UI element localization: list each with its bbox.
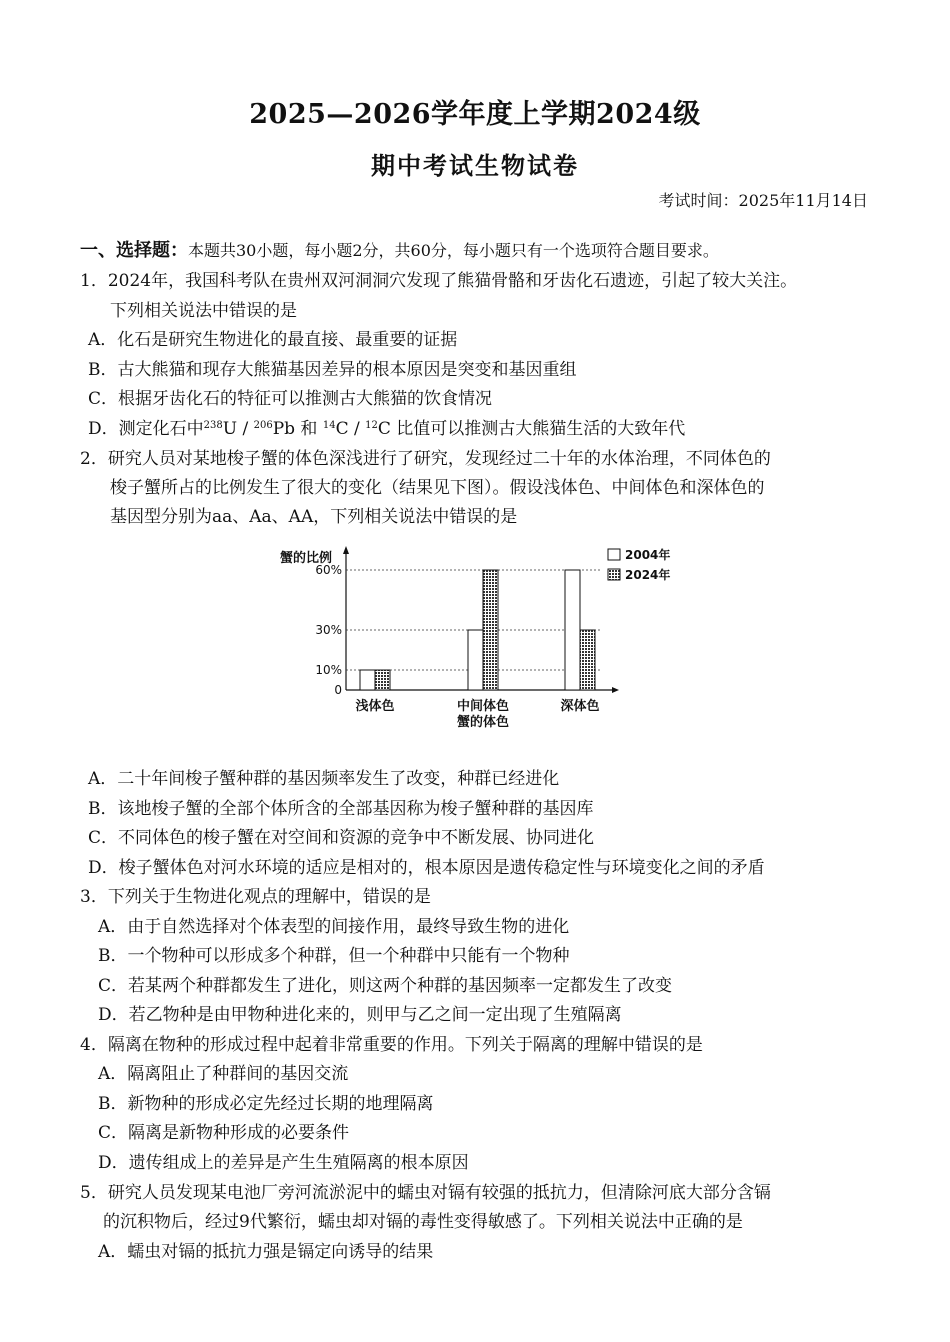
chart-category-label: 浅体色: [355, 699, 395, 714]
chart-y-tick-label: 60%: [315, 563, 342, 577]
pb-mass-number: 206: [253, 420, 273, 431]
chart-bar-2024-2: [580, 630, 595, 690]
q1-option-d: [88, 414, 685, 439]
exam-subtitle: 期中考试生物试卷: [371, 151, 579, 180]
chart-x-axis-arrow: [612, 687, 619, 693]
chart-legend-label-1: 2024年: [625, 568, 671, 582]
q1-option-b: B．古大熊猫和现存大熊猫基因差异的根本原因是突变和基因重组: [88, 360, 577, 380]
u-symbol: U /: [222, 419, 254, 439]
chart-y-tick-label: 30%: [315, 623, 342, 637]
q5-option-a: A．蠕虫对镉的抵抗力强是镉定向诱导的结果: [98, 1242, 434, 1262]
chart-y-tick-label: 10%: [315, 663, 342, 677]
chart-x-axis-label: 蟹的体色: [456, 715, 510, 730]
q2-option-d: D．梭子蟹体色对河水环境的适应是相对的，根本原因是遗传稳定性与环境变化之间的矛盾: [88, 858, 765, 878]
chart-bar-2004-0: [360, 670, 375, 690]
chart-category-label: 中间体色: [456, 699, 510, 714]
chart-bar-2004-2: [565, 570, 580, 690]
q2-option-c: C．不同体色的梭子蟹在对空间和资源的竞争中不断发展、协同进化: [88, 828, 595, 848]
q2-stem-line-2: 梭子蟹所占的比例发生了很大的变化（结果见下图）。假设浅体色、中间体色和深体色的: [110, 478, 765, 498]
q4-stem: 4．隔离在物种的形成过程中起着非常重要的作用。下列关于隔离的理解中错误的是: [80, 1035, 703, 1055]
q1-stem-line-2: 下列相关说法中错误的是: [110, 301, 297, 321]
q1-option-c: C．根据牙齿化石的特征可以推测古大熊猫的饮食情况: [88, 389, 493, 409]
chart-bar-2024-0: [375, 670, 390, 690]
chart-y-axis-arrow: [343, 546, 349, 554]
q2-option-a: A．二十年间梭子蟹种群的基因频率发生了改变，种群已经进化: [88, 769, 560, 789]
q5-stem-line-2: 的沉积物后，经过9代繁衍，蠕虫却对镉的毒性变得敏感了。下列相关说法中正确的是: [103, 1212, 743, 1232]
q1-option-d-prefix: D．测定化石中: [88, 419, 204, 439]
chart-y-axis-label: 蟹的比例: [280, 551, 333, 566]
exam-title: 2025—2026学年度上学期2024级: [249, 99, 701, 130]
section-heading: [80, 236, 719, 262]
q4-option-c: C．隔离是新物种形成的必要条件: [98, 1123, 350, 1143]
q4-option-a: A．隔离阻止了种群间的基因交流: [98, 1064, 349, 1084]
c14-mass-number: 14: [322, 420, 336, 431]
q1-option-a: A．化石是研究生物进化的最直接、最重要的证据: [88, 330, 458, 350]
chart-bar-2024-1: [483, 570, 498, 690]
c14-symbol: C /: [335, 419, 366, 439]
q4-option-d: D．遗传组成上的差异是产生生殖隔离的根本原因: [98, 1153, 469, 1173]
chart-legend-swatch-0: [608, 549, 620, 560]
section-instructions: 本题共30小题，每小题2分，共60分，每小题只有一个选项符合题目要求。: [188, 241, 719, 260]
u-mass-number: 238: [203, 420, 223, 431]
q3-option-d: D．若乙物种是由甲物种进化来的，则甲与乙之间一定出现了生殖隔离: [98, 1005, 622, 1025]
section-title: 一、选择题：: [80, 240, 188, 261]
chart-category-label: 深体色: [560, 699, 600, 714]
q3-option-c: C．若某两个种群都发生了进化，则这两个种群的基因频率一定都发生了改变: [98, 976, 673, 996]
crab-color-chart: [270, 540, 690, 740]
pb-symbol: Pb 和: [272, 419, 323, 439]
c12-tail: C 比值可以推测古大熊猫生活的大致年代: [377, 419, 686, 439]
c12-mass-number: 12: [365, 420, 378, 431]
q1-stem-line-1: 1．2024年，我国科考队在贵州双河洞洞穴发现了熊猫骨骼和牙齿化石遗迹，引起了较大关注。: [80, 271, 798, 291]
q4-option-b: B．新物种的形成必定先经过长期的地理隔离: [98, 1094, 434, 1114]
q2-option-b: B．该地梭子蟹的全部个体所含的全部基因称为梭子蟹种群的基因库: [88, 799, 594, 819]
q3-option-a: A．由于自然选择对个体表型的间接作用，最终导致生物的进化: [98, 917, 570, 937]
q2-stem-line-1: 2．研究人员对某地梭子蟹的体色深浅进行了研究，发现经过二十年的水体治理，不同体色的: [80, 449, 771, 469]
chart-y-tick-label: 0: [334, 683, 342, 697]
chart-legend-label-0: 2004年: [625, 548, 671, 562]
chart-bar-2004-1: [468, 630, 483, 690]
chart-legend-swatch-1: [608, 569, 620, 580]
q3-option-b: B．一个物种可以形成多个种群，但一个种群中只能有一个物种: [98, 946, 570, 966]
q5-stem-line-1: 5．研究人员发现某电池厂旁河流淤泥中的蠕虫对镉有较强的抵抗力，但清除河底大部分含镉: [80, 1183, 771, 1203]
exam-time: 考试时间：2025年11月14日: [658, 191, 868, 210]
q3-stem: 3．下列关于生物进化观点的理解中，错误的是: [80, 887, 431, 907]
q2-stem-line-3: 基因型分别为aa、Aa、AA，下列相关说法中错误的是: [110, 507, 518, 527]
